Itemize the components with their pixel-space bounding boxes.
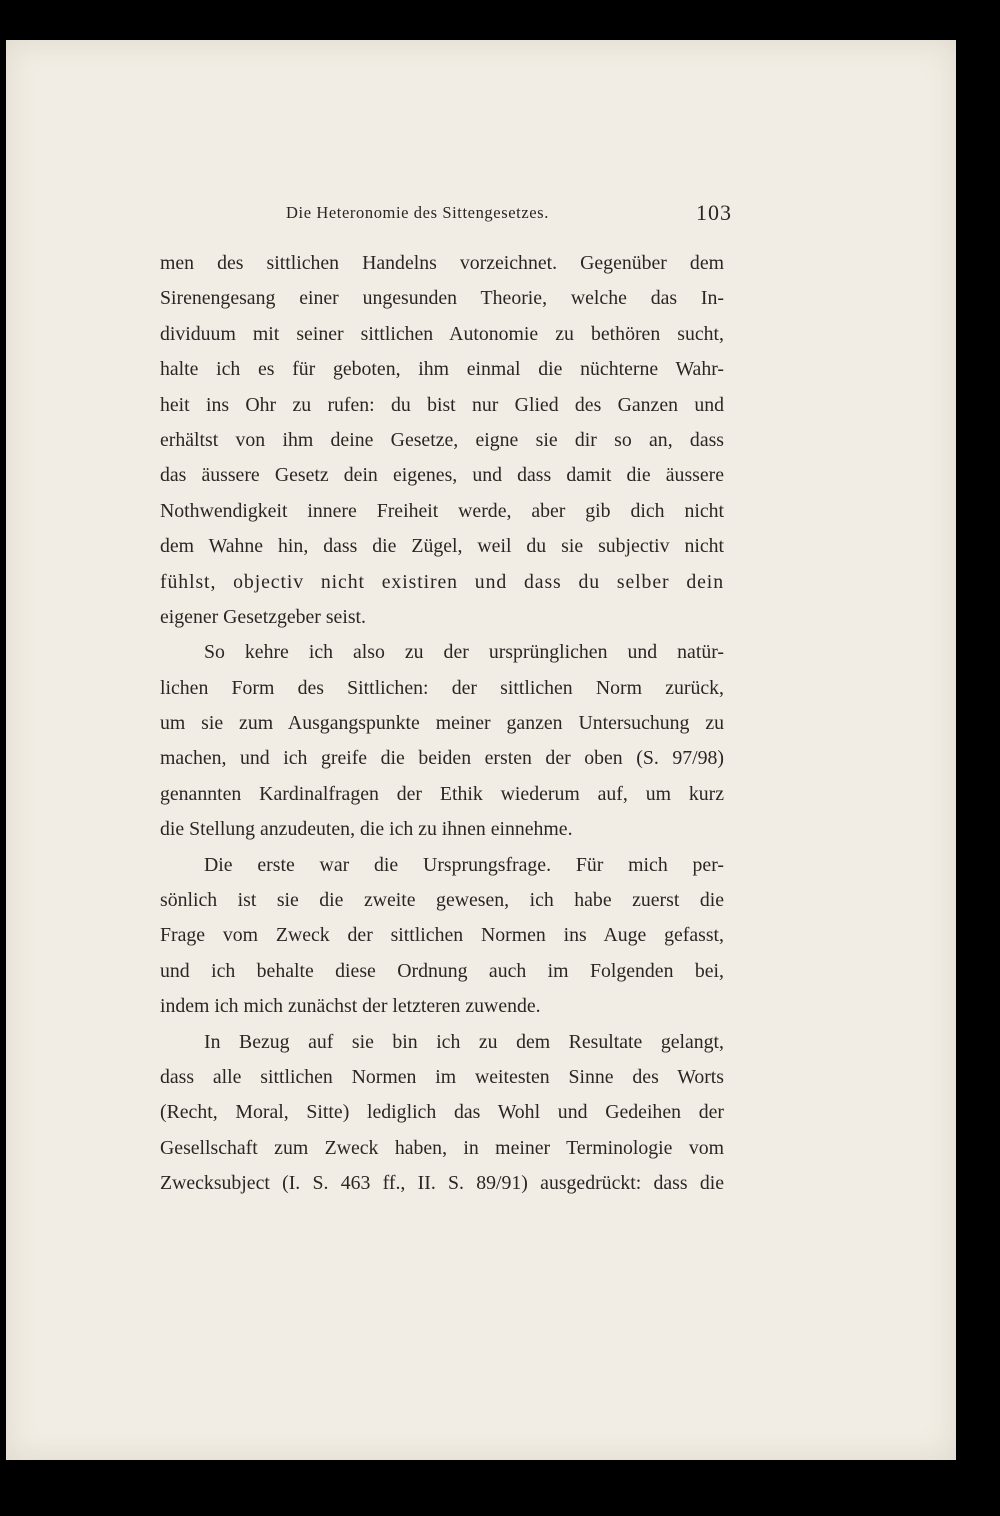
text-line: dem Wahne hin, dass die Zügel, weil du sie subjectiv nicht: [160, 535, 724, 558]
text-line: sönlich ist sie die zweite gewesen, ich habe zuerst die: [160, 889, 724, 912]
paragraph-first-line: So kehre ich also zu der ursprünglichen und natür-: [204, 641, 724, 664]
text-line: (Recht, Moral, Sitte) lediglich das Wohl und Gedeihen der: [160, 1101, 724, 1124]
running-header: [160, 200, 738, 232]
text-line: lichen Form des Sittlichen: der sittlichen Norm zurück,: [160, 676, 724, 699]
paragraph-first-line: In Bezug auf sie bin ich zu dem Resultate gelangt,: [204, 1030, 724, 1053]
text-line: Nothwendigkeit innere Freiheit werde, aber gib dich nicht: [160, 499, 724, 522]
text-line: Frage vom Zweck der sittlichen Normen ins Auge gefasst,: [160, 924, 724, 947]
text-line: eigener Gesetzgeber seist.: [160, 605, 366, 628]
body-text: [160, 246, 724, 1202]
text-line: das äussere Gesetz dein eigenes, und dass damit die äussere: [160, 464, 724, 487]
text-line: und ich behalte diese Ordnung auch im Folgenden bei,: [160, 959, 724, 982]
text-line: die Stellung anzudeuten, die ich zu ihnen einnehme.: [160, 818, 573, 841]
text-line: machen, und ich greife die beiden ersten der oben (S. 97/98): [160, 747, 724, 770]
text-line: um sie zum Ausgangspunkte meiner ganzen Untersuchung zu: [160, 712, 724, 735]
paragraph-first-line: Die erste war die Ursprungsfrage. Für mich per-: [204, 853, 724, 876]
running-title: Die Heteronomie des Sittengesetzes.: [286, 203, 549, 222]
page-number: 103: [696, 200, 732, 225]
text-line: halte ich es für geboten, ihm einmal die nüchterne Wahr-: [160, 358, 724, 381]
text-line: Zwecksubject (I. S. 463 ff., II. S. 89/91) ausgedrückt: dass die: [160, 1172, 724, 1195]
text-line: heit ins Ohr zu rufen: du bist nur Glied des Ganzen und: [160, 393, 724, 416]
text-line: dividuum mit seiner sittlichen Autonomie zu bethören sucht,: [160, 322, 724, 345]
text-line: erhältst von ihm deine Gesetze, eigne sie dir so an, dass: [160, 428, 724, 451]
text-line: fühlst, objectiv nicht existiren und dass du selber dein: [160, 570, 724, 593]
text-line: dass alle sittlichen Normen im weitesten Sinne des Worts: [160, 1065, 724, 1088]
text-line: genannten Kardinalfragen der Ethik wiederum auf, um kurz: [160, 782, 724, 805]
text-line: Gesellschaft zum Zweck haben, in meiner Terminologie vom: [160, 1136, 724, 1159]
text-line: Sirenengesang einer ungesunden Theorie, welche das In-: [160, 287, 724, 310]
text-line: indem ich mich zunächst der letzteren zuwende.: [160, 995, 541, 1018]
text-line: men des sittlichen Handelns vorzeichnet. Gegenüber dem: [160, 252, 724, 274]
